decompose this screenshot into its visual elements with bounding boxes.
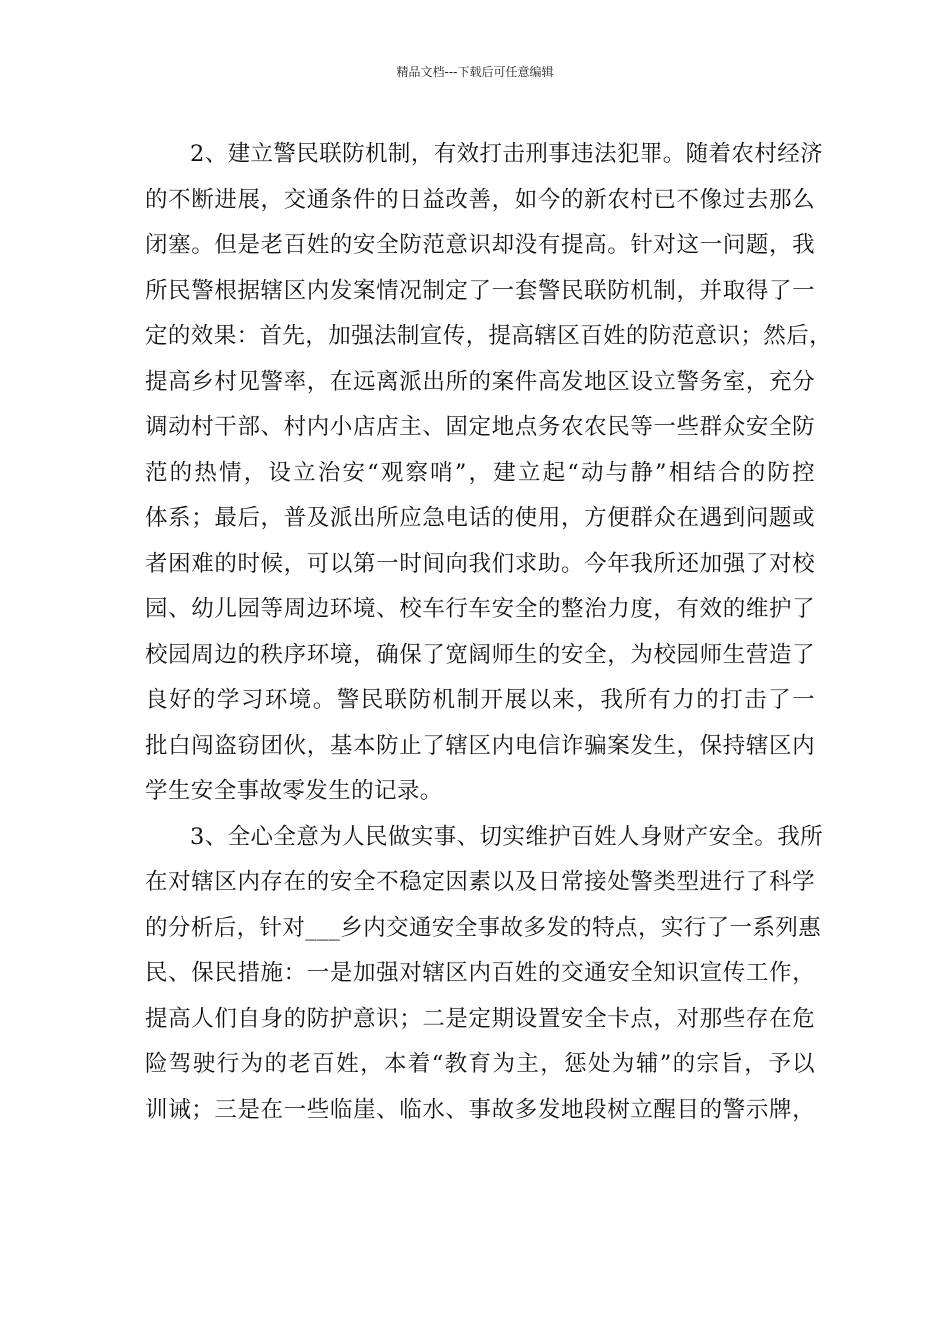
paragraph-2	[145, 132, 833, 815]
text-line: 训诫；三是在一些临崖、临水、事故多发地段树立醒目的警示牌，	[145, 1096, 815, 1123]
text-line: 批白闯盗窃团伙，基本防止了辖区内电信诈骗案发生，保持辖区内	[145, 732, 815, 759]
paragraph-3	[145, 815, 824, 1134]
text-line: 的分析后，针对___乡内交通安全事故多发的特点，实行了一系列惠	[145, 914, 822, 941]
text-line: 3、全心全意为人民做实事、切实维护百姓人身财产安全。我所	[190, 823, 824, 850]
text-line: 调动村干部、村内小店店主、固定地点务农农民等一些群众安全防	[145, 414, 815, 440]
body-text	[145, 132, 833, 1133]
text-line: 的不断进展，交通条件的日益改善，如今的新农村已不像过去那么	[145, 186, 815, 213]
text-line: 学生安全事故零发生的记录。	[145, 778, 443, 804]
text-line: 园、幼儿园等周边环境、校车行车安全的整治力度，有效的维护了	[145, 596, 815, 622]
text-line: 提高乡村见警率，在远离派出所的案件高发地区设立警务室，充分	[145, 368, 815, 395]
text-line: 提高人们自身的防护意识；二是定期设置安全卡点，对那些存在危	[145, 1005, 815, 1032]
text-line: 范的热情，设立治安“观察哨”，建立起“动与静”相结合的防控	[145, 459, 815, 486]
text-line: 民、保民措施：一是加强对辖区内百姓的交通安全知识宣传工作，	[145, 960, 815, 986]
text-line: 所民警根据辖区内发案情况制定了一套警民联防机制，并取得了一	[145, 277, 815, 304]
text-line: 校园周边的秩序环境，确保了宽阔师生的安全，为校园师生营造了	[145, 641, 815, 668]
text-line: 2、建立警民联防机制，有效打击刑事违法犯罪。随着农村经济	[190, 141, 824, 167]
page-header: 精品文档---下载后可任意编辑	[396, 65, 554, 79]
text-line: 险驾驶行为的老百姓，本着“教育为主，惩处为辅”的宗旨，予以	[145, 1051, 815, 1077]
text-line: 良好的学习环境。警民联防机制开展以来，我所有力的打击了一	[145, 687, 815, 713]
text-line: 者困难的时候，可以第一时间向我们求助。今年我所还加强了对校	[145, 550, 815, 577]
text-line: 在对辖区内存在的安全不稳定因素以及日常接处警类型进行了科学	[145, 869, 815, 895]
text-line: 闭塞。但是老百姓的安全防范意识却没有提高。针对这一问题，我	[145, 232, 815, 258]
text-line: 定的效果：首先，加强法制宣传，提高辖区百姓的防范意识；然后，	[145, 323, 833, 349]
text-line: 体系；最后，普及派出所应急电话的使用，方便群众在遇到问题或	[145, 505, 815, 531]
